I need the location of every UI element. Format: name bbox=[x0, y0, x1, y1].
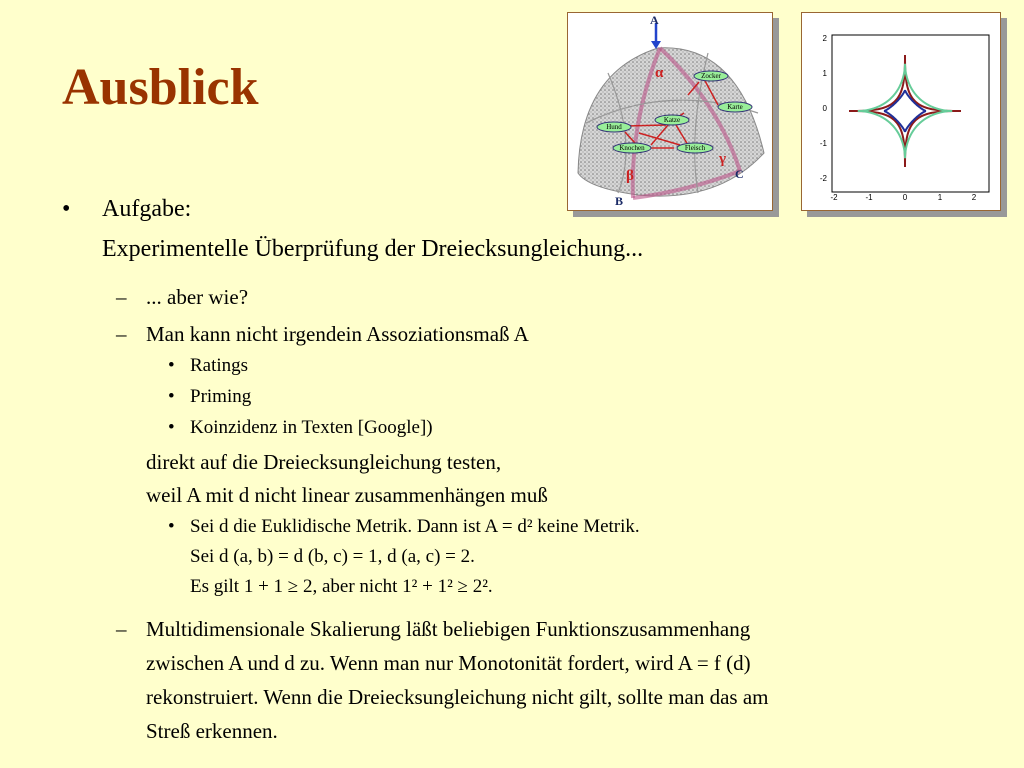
node-fleisch bbox=[677, 143, 713, 153]
y-tick-label: 1 bbox=[822, 69, 827, 78]
vertex-label-c: C bbox=[735, 167, 744, 181]
slide-title: Ausblick bbox=[62, 59, 259, 116]
bullet-marker: • bbox=[168, 386, 175, 407]
sphere-figure bbox=[567, 12, 773, 211]
angle-beta: β bbox=[626, 168, 634, 184]
mds-line3: rekonstruiert. Wenn die Dreiecksungleichung nicht gilt, sollte man das am bbox=[146, 685, 769, 709]
node-karte bbox=[718, 102, 752, 112]
x-tick-label: 0 bbox=[902, 193, 908, 202]
dash-marker: – bbox=[116, 285, 127, 309]
x-tick-label: -1 bbox=[865, 193, 873, 202]
y-tick-label: 0 bbox=[822, 104, 827, 113]
svg-text:Katze: Katze bbox=[663, 116, 681, 124]
x-tick-label: 2 bbox=[971, 193, 977, 202]
sub-cont-line2: weil A mit d nicht linear zusammenhängen muß bbox=[146, 483, 548, 507]
plot-frame bbox=[832, 35, 989, 192]
item-priming: Priming bbox=[190, 386, 252, 407]
svg-text:Knochen: Knochen bbox=[619, 144, 645, 152]
bullet-marker: • bbox=[168, 516, 175, 537]
astroid-figure bbox=[801, 12, 1001, 211]
metric-line3: Es gilt 1 + 1 ≥ 2, aber nicht 1² + 1² ≥ 2². bbox=[190, 576, 493, 597]
node-zocker bbox=[694, 71, 728, 81]
mds-line1: Multidimensionale Skalierung läßt beliebigen Funktionszusammenhang bbox=[146, 617, 751, 641]
y-tick-label: -1 bbox=[819, 139, 827, 148]
svg-text:Karte: Karte bbox=[727, 103, 743, 111]
svg-text:Fleisch: Fleisch bbox=[684, 144, 706, 152]
dash-marker: – bbox=[116, 322, 127, 346]
bullet-marker: • bbox=[168, 355, 175, 376]
svg-text:Zocker: Zocker bbox=[701, 72, 721, 80]
x-tick-label: -2 bbox=[830, 193, 838, 202]
angle-gamma: γ bbox=[719, 151, 727, 167]
mds-line4: Streß erkennen. bbox=[146, 719, 278, 743]
vertex-label-b: B bbox=[615, 194, 624, 208]
svg-text:Hund: Hund bbox=[606, 123, 622, 131]
angle-alpha: α bbox=[655, 65, 664, 81]
x-tick-label: 1 bbox=[937, 193, 943, 202]
sub-assoziationsmass: Man kann nicht irgendein Assoziationsmaß A bbox=[146, 322, 529, 346]
node-katze bbox=[655, 115, 689, 125]
bullet-marker: • bbox=[62, 196, 71, 222]
sub-aber-wie: ... aber wie? bbox=[146, 285, 249, 309]
item-ratings: Ratings bbox=[190, 355, 249, 376]
y-tick-label: 2 bbox=[822, 34, 827, 43]
vertex-label-a: A bbox=[650, 13, 659, 27]
y-tick-label: -2 bbox=[819, 174, 827, 183]
node-hund bbox=[597, 122, 631, 132]
metric-line1: Sei d die Euklidische Metrik. Dann ist A = d² keine Metrik. bbox=[190, 516, 640, 537]
metric-line2: Sei d (a, b) = d (b, c) = 1, d (a, c) = 2. bbox=[190, 546, 475, 567]
bullet-aufgabe-line2: Experimentelle Überprüfung der Dreiecksungleichung... bbox=[102, 236, 644, 262]
node-knochen bbox=[613, 143, 651, 153]
bullet-marker: • bbox=[168, 417, 175, 438]
dash-marker: – bbox=[116, 617, 127, 641]
item-koinzidenz: Koinzidenz in Texten [Google]) bbox=[190, 417, 433, 438]
mds-line2: zwischen A und d zu. Wenn man nur Monotonität fordert, wird A = f (d) bbox=[146, 651, 751, 675]
bullet-aufgabe-line1: Aufgabe: bbox=[102, 196, 192, 222]
sub-cont-line1: direkt auf die Dreiecksungleichung testen, bbox=[146, 450, 502, 474]
